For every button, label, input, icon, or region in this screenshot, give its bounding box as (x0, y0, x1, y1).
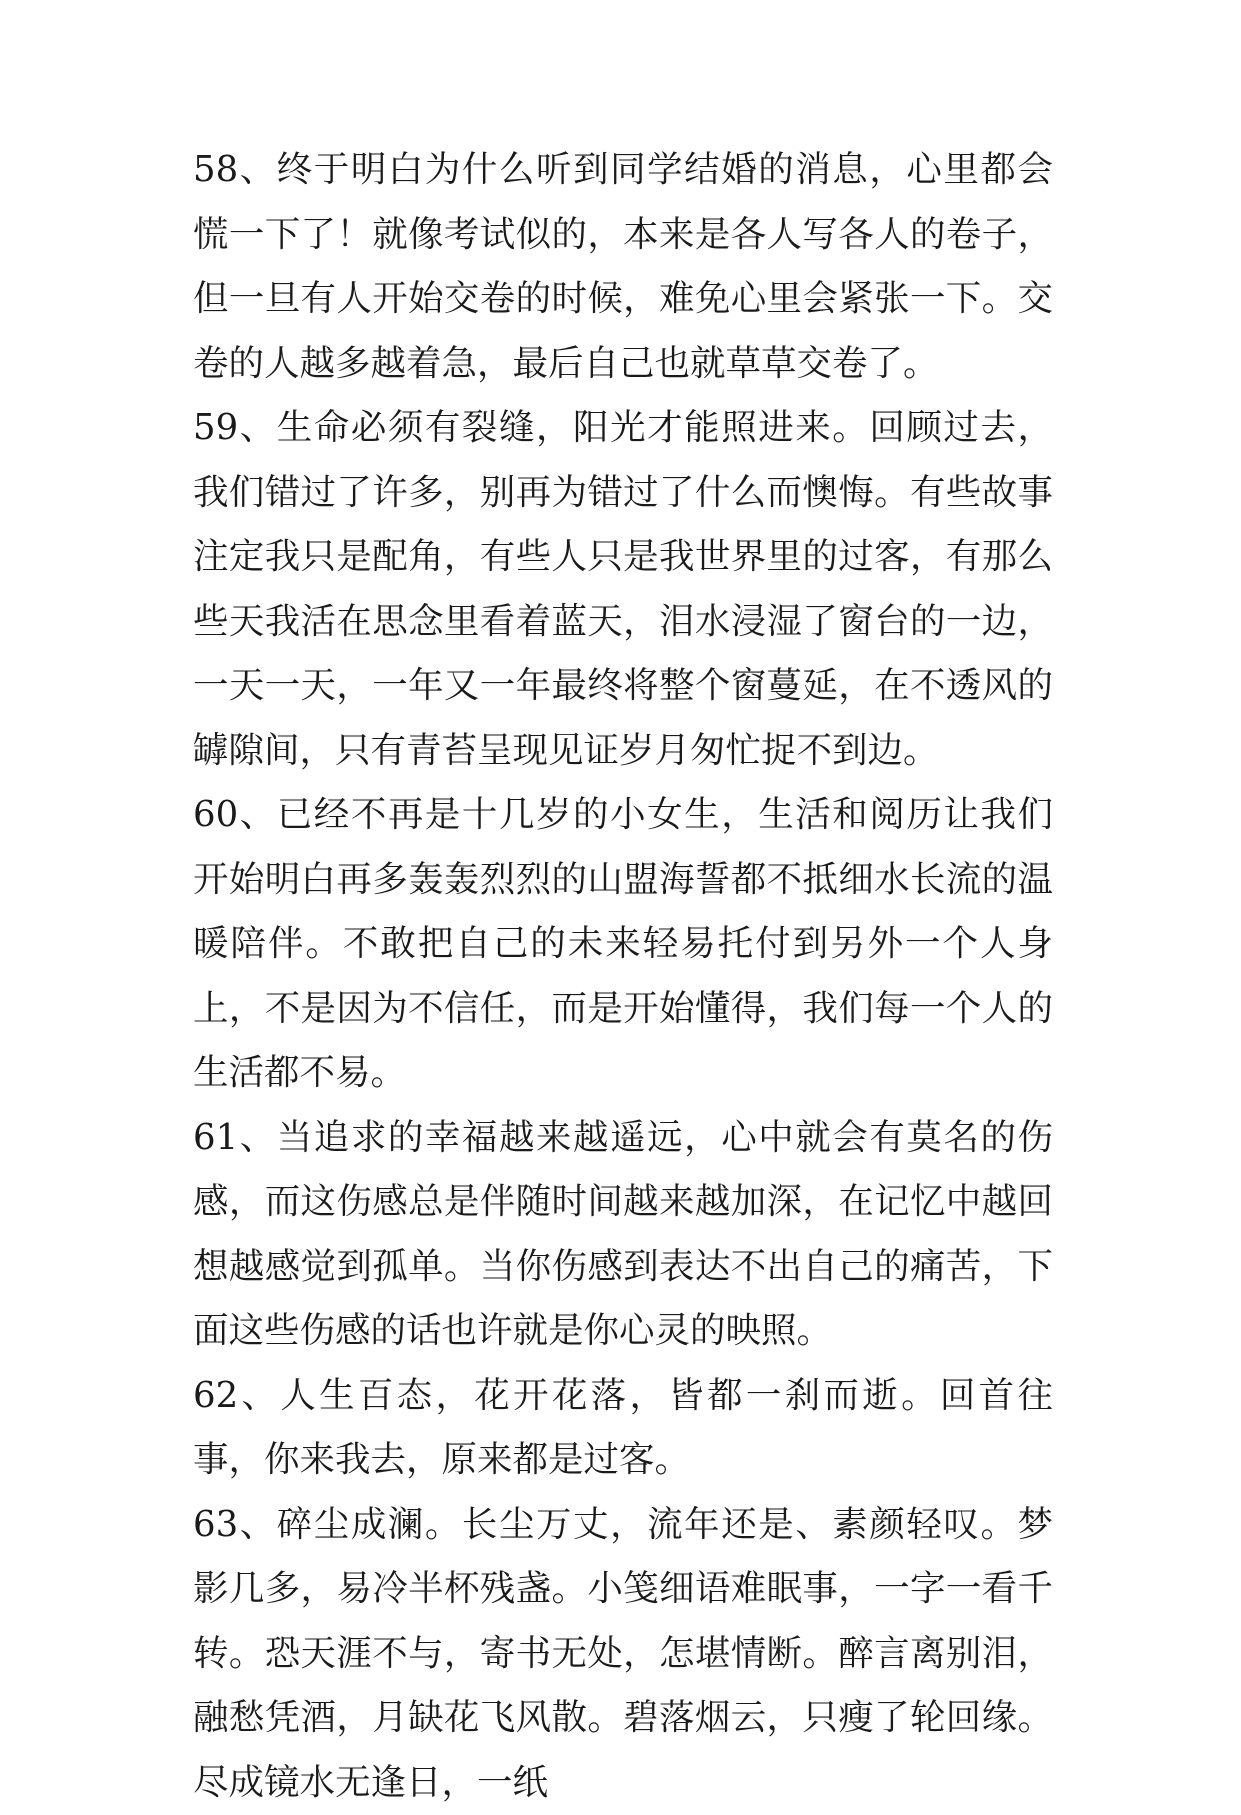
paragraph-60: 60、已经不再是十几岁的小女生，生活和阅历让我们开始明白再多轰轰烈烈的山盟海誓都不抵细水长流的温暖陪伴。不敢把自己的未来轻易托付到另外一个人身上，不是因为不信任，而是开始懂得，我们每一个人的生活都不易。 (193, 783, 1053, 1106)
paragraph-63: 63、碎尘成澜。长尘万丈，流年还是、素颜轻叹。梦影几多，易冷半杯残盏。小笺细语难眠事，一字一看千转。恐天涯不与，寄书无处，怎堪情断。醉言离别泪，融愁凭酒，月缺花飞风散。碧落烟云，只瘦了轮回缘。尽成镜水无逢日，一纸 (193, 1493, 1053, 1815)
paragraph-61: 61、当追求的幸福越来越遥远，心中就会有莫名的伤感，而这伤感总是伴随时间越来越加深，在记忆中越回想越感觉到孤单。当你伤感到表达不出自己的痛苦，下面这些伤感的话也许就是你心灵的映照。 (193, 1106, 1053, 1364)
document-body (193, 138, 1053, 1815)
paragraph-59: 59、生命必须有裂缝，阳光才能照进来。回顾过去，我们错过了许多，别再为错过了什么而懊悔。有些故事注定我只是配角，有些人只是我世界里的过客，有那么些天我活在思念里看着蓝天，泪水浸湿了窗台的一边，一天一天，一年又一年最终将整个窗蔓延，在不透风的罅隙间，只有青苔呈现见证岁月匆忙捉不到边。 (193, 396, 1053, 783)
paragraph-62: 62、人生百态，花开花落，皆都一刹而逝。回首往事，你来我去，原来都是过客。 (193, 1364, 1053, 1493)
paragraph-58: 58、终于明白为什么听到同学结婚的消息，心里都会慌一下了！就像考试似的，本来是各人写各人的卷子，但一旦有人开始交卷的时候，难免心里会紧张一下。交卷的人越多越着急，最后自己也就草草交卷了。 (193, 138, 1053, 396)
